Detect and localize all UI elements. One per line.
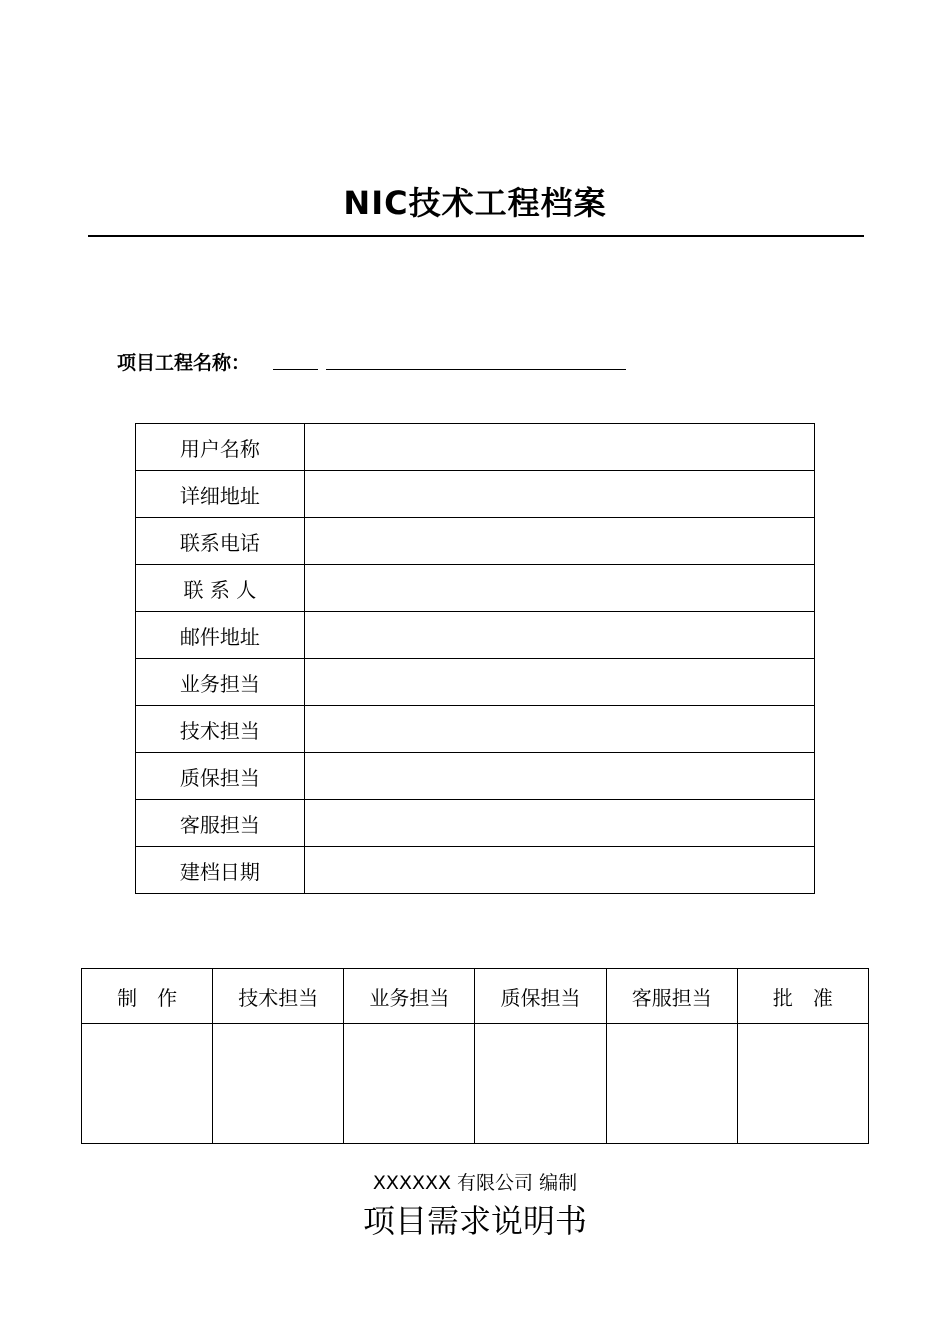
signature-cell-service[interactable] xyxy=(606,1024,737,1144)
field-value-user-name[interactable] xyxy=(304,424,814,471)
field-value-email[interactable] xyxy=(304,612,814,659)
table-row xyxy=(136,471,815,518)
field-value-tech-owner[interactable] xyxy=(304,706,814,753)
signoff-header: 质保担当 xyxy=(475,969,606,1024)
signature-cell-maker[interactable] xyxy=(82,1024,213,1144)
signoff-table xyxy=(81,968,869,1144)
table-row xyxy=(136,800,815,847)
signoff-header: 客服担当 xyxy=(606,969,737,1024)
table-row xyxy=(136,706,815,753)
document-subtitle: 项目需求说明书 xyxy=(362,1202,587,1240)
table-row xyxy=(136,565,815,612)
signoff-header: 业务担当 xyxy=(344,969,475,1024)
signoff-header: 批 准 xyxy=(737,969,868,1024)
field-label: 联系电话 xyxy=(136,518,305,565)
signoff-header-row xyxy=(82,969,869,1024)
field-value-phone[interactable] xyxy=(304,518,814,565)
title-divider xyxy=(88,235,864,237)
field-label: 客服担当 xyxy=(136,800,305,847)
table-row xyxy=(136,847,815,894)
table-row xyxy=(136,659,815,706)
signoff-header: 技术担当 xyxy=(213,969,344,1024)
table-row xyxy=(136,753,815,800)
field-value-business-owner[interactable] xyxy=(304,659,814,706)
signature-cell-qa[interactable] xyxy=(475,1024,606,1144)
field-label: 邮件地址 xyxy=(136,612,305,659)
field-value-contact[interactable] xyxy=(304,565,814,612)
field-value-qa-owner[interactable] xyxy=(304,753,814,800)
signoff-signature-row xyxy=(82,1024,869,1144)
table-row xyxy=(136,424,815,471)
signature-cell-business[interactable] xyxy=(344,1024,475,1144)
field-value-service-owner[interactable] xyxy=(304,800,814,847)
signoff-header: 制 作 xyxy=(82,969,213,1024)
field-label: 用户名称 xyxy=(136,424,305,471)
customer-info-table xyxy=(135,423,815,894)
field-value-address[interactable] xyxy=(304,471,814,518)
project-name-label: 项目工程名称： xyxy=(117,352,251,374)
signature-cell-tech[interactable] xyxy=(213,1024,344,1144)
document-title: NIC技术工程档案 xyxy=(343,184,607,222)
company-credit: XXXXXX 有限公司 编制 xyxy=(372,1172,578,1194)
table-row xyxy=(136,518,815,565)
field-label: 业务担当 xyxy=(136,659,305,706)
project-name-underline-short[interactable] xyxy=(273,369,318,370)
field-label: 详细地址 xyxy=(136,471,305,518)
project-name-underline[interactable] xyxy=(326,369,626,370)
table-row xyxy=(136,612,815,659)
signature-cell-approval[interactable] xyxy=(737,1024,868,1144)
field-label: 联 系 人 xyxy=(136,565,305,612)
field-label: 技术担当 xyxy=(136,706,305,753)
field-label: 质保担当 xyxy=(136,753,305,800)
field-value-filing-date[interactable] xyxy=(304,847,814,894)
field-label: 建档日期 xyxy=(136,847,305,894)
